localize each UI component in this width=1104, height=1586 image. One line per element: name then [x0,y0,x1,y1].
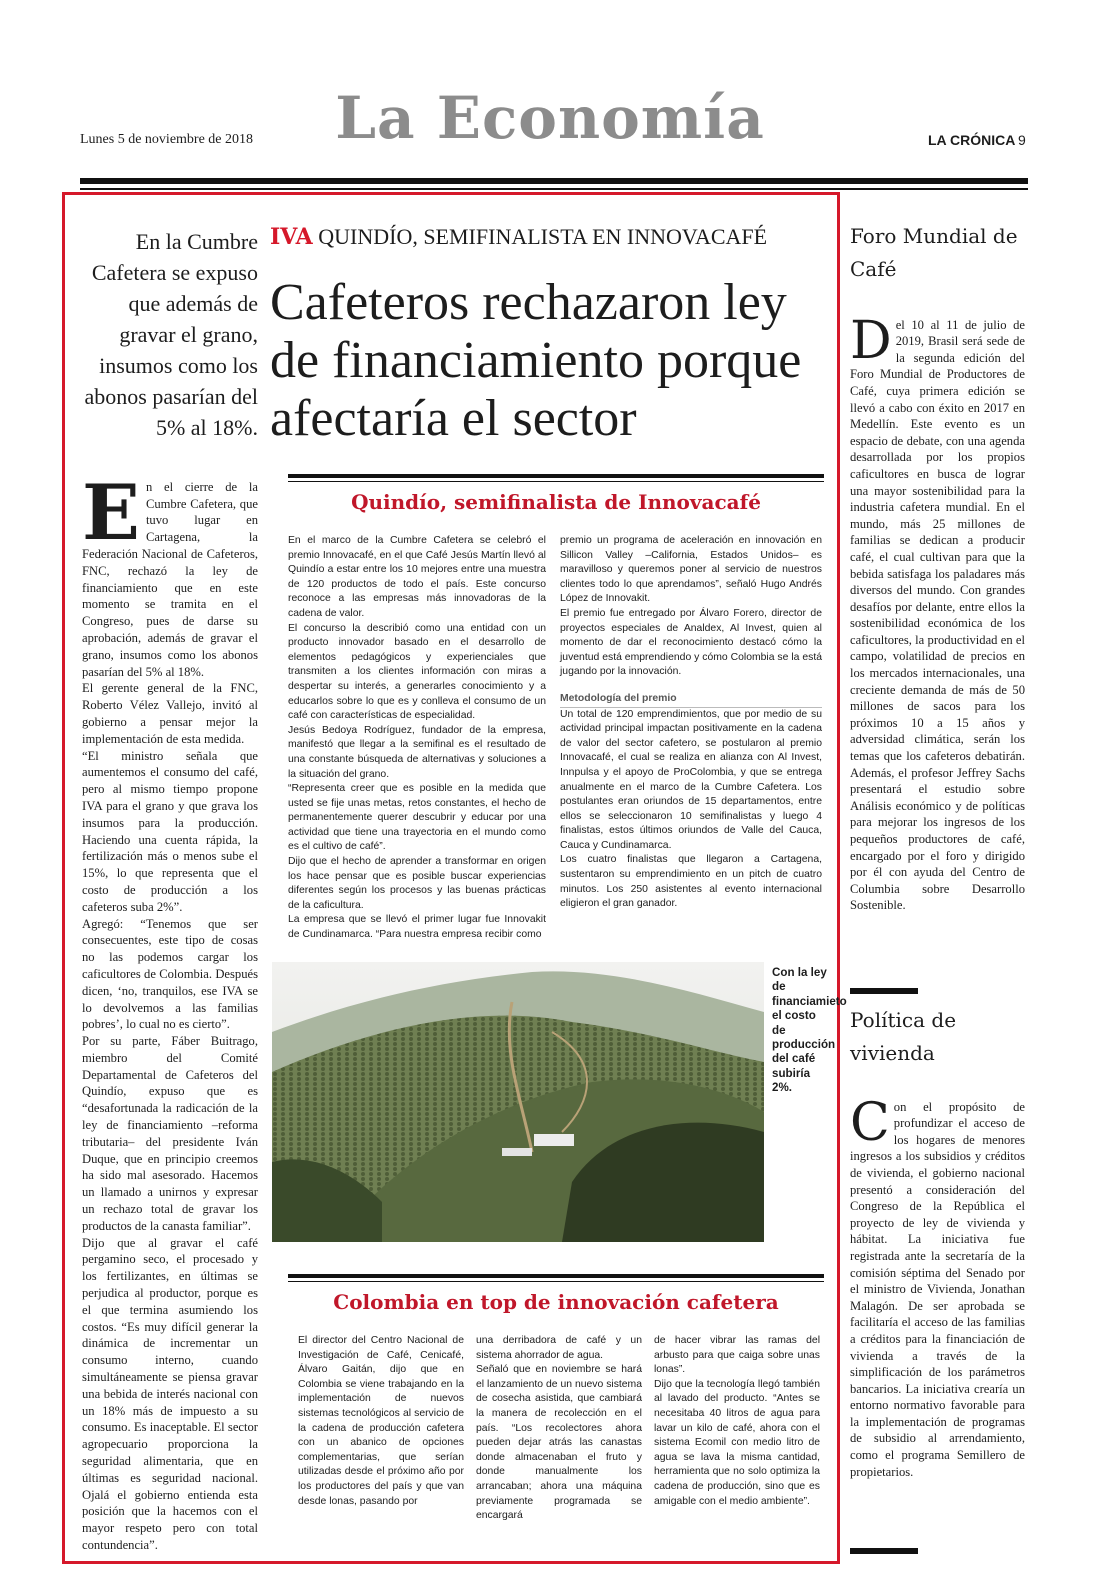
method-heading: Metodología del premio [560,692,822,708]
foro-body [850,300,1025,914]
vivienda-body [850,1082,1025,1480]
masthead-rule-thick [80,178,1028,184]
innovacafe-col1: En el marco de la Cumbre Cafetera se celebró el premio Innovacafé, en el que Café Jesús Martín llevó al Quindío a estar entre los 10 mejores entre una muestra de 120 productos de todo el país. Este concurso reconoce a las empresas más innovadoras de la cadena de valor. El concurso la describió como una entidad con un producto innovador basado en el desarrollo de elementos pedagógicos y experienciales que transmiten a los clientes información con miras a despertar su interés, a generarles conocimiento y a educarlos sobre lo que es y conlleva el consumo de un café con características de especialidad. Jesús Bedoya Rodríguez, fundador de la empresa, manifestó que llegar a la semifinal es el resultado de una constante búsqueda de alternativas y soluciones a la situación del grano. “Representa creer que es posible en la medida que usted se fije unas metas, retos constantes, el hecho de permanentemente querer descubrir y educar por una actividad que tiene una trayectoria en el mundo como es el cultivo de café”. Dijo que el hecho de aprender a transformar en origen los hace pensar que es posible buscar experiencias diferentes según los procesos y las buenas prácticas de la caficultura. La empresa que se llevó el primer lugar fue Innovakit de Cundinamarca. “Para nuestra empresa recibir como [288,535,546,941]
foro-dropcap: D [850,310,892,371]
main-article-body [82,462,258,1554]
masthead [0,0,1104,190]
coffee-farm-photo [272,962,764,1242]
kicker-text: QUINDÍO, SEMIFINALISTA EN INNOVACAFÉ [318,224,768,249]
foro-title: Foro Mundial de Café [850,224,1018,281]
subhead-rule-2b [288,1281,824,1282]
main-article-text: n el cierre de la Cumbre Cafetera, que tuvo lugar en Cartagena, la Federación Nacional de Cafeteros, FNC, rechazó la ley de financiamiento que en este momento se tramita en el Congreso, pues de darse su aprobación, además de gravar el grano, insumos como los abonos pasarían del 5% al 18%. El gerente general de la FNC, Roberto Vélez Vallejo, invitó al gobierno a pensar mejor la implementación de esta medida. “El ministro señala que aumentemos el consumo del café, pero al mismo tiempo propone IVA para el grano y que grava los insumos para la producción. Haciendo una cuenta rápida, la fertilización más o menos sube el 15%, lo que representa que el costo de producción a los cafeteros suba 2%”. Agregó: “Tenemos que ser consecuentes, este tipo de cosas no las podemos cargar los caficultores de Colombia. Después dicen, ‘no, tranquilos, ese IVA se lo devolvemos a las familias pobres’, lo cual no es cierto”. Por su parte, Fáber Buitrago, miembro del Comité Departamental de Cafeteros del Quindío, expuso que es “desafortunada la radicación de la ley de financiamiento –reforma tributaria– del presidente Iván Duque, que en principio creemos ha sido mal asesorado. Hacemos un llamado a unirnos y expresar un rechazo total de gravar los productos de la canasta familiar”. Dijo que al gravar el café pergamino seco, el procesado y los fertilizantes, en últimas se perjudica al productor, porque es el que termina asumiendo los costos. “Es muy difícil generar la dinámica de incrementar un consumo interno, cuando simultáneamente se piensa gravar una bebida de interés nacional con un 18% más de impuesto a su consumo. Es inaceptable. El sector agropecuario proporciona la seguridad alimentaria, que en últimas es seguridad nacional. Ojalá el gobierno entienda esta posición que la hacemos con el mayor respeto pero con total contundencia”. [82,479,258,1552]
sidebar-rule [850,988,918,994]
foro-text: el 10 al 11 de julio de 2019, Brasil será sede de la segunda edición del Foro Mundial de Productores de Café, cuya primera edición se llevó a cabo con éxito en 2017 en Medellín. Este evento es un espacio de debate, con una agenda desarrollada por los propios caficultores en busca de lograr una mayor sostenibilidad para la industria cafetera mundial. En el mundo, más 25 millones de familias se dedican a producir café, el cual cultivan para que la bebida satisfaga los paladares más diversos del mundo. Con grandes desafíos por delante, entre ellos la sostenibilidad económica de los caficultores, la productividad en el campo, volatilidad de precios en los mercados internacionales, una creciente demanda de más de 50 millones de sacos para los próximos 10 a 15 años y adversidad climática, serán los temas que los cafeteros debatirán. Además, el profesor Jeffrey Sachs presentará el estudio sobre Análisis económico y de políticas para mejorar los ingresos de los pequeños productores de café, encargado por el foro y dirigido por él con ayuda del Centro de Columbia sobre Desarrollo Sostenible. [850,317,1025,913]
sidebar-rule-bottom [850,1548,918,1554]
kicker [270,224,767,250]
subhead-rule-1 [288,474,824,478]
photo-caption: Con la ley de financiamieto el costo de producción del café subiría 2%. [772,966,847,1095]
innovacafe-col2-wrap [560,534,822,912]
coffee-farm-image [272,962,764,1242]
top-innovacion-col3: de hacer vibrar las ramas del arbusto para que caiga sobre unas lonas”. Dijo que la tecnología llegó también al lavado del producto. “Antes se necesitaba 40 litros de agua para lavar un kilo de café, ahora con el sistema Ecomil con medio litro de agua se lava la misma cantidad, herramienta que no solo optimiza la cadena de producción, sino que es amigable con el medio ambiente”. [654,1335,820,1507]
issue-date: Lunes 5 de noviembre de 2018 [80,132,254,147]
kicker-tag: IVA [270,224,313,250]
top-innovacion-col1: El director del Centro Nacional de Investigación de Café, Cenicafé, Álvaro Gaitán, dijo que en Colombia se viene trabajando en la implementación de nuevos sistemas tecnológicos al servicio de la cadena de producción cafetera con un abanico de opciones complementarias, que serían utilizadas desde el próximo año por los productores del país y que van desde lonas, pasando por [298,1335,464,1507]
vivienda-title: Política de vivienda [850,1008,957,1065]
subhead-rule-2 [288,1274,824,1278]
vivienda-dropcap: C [850,1092,890,1153]
top-innovacion-title: Colombia en top de innovación cafetera [333,1290,779,1314]
page-number: 9 [1018,132,1026,148]
vivienda-text: on el propósito de profundizar el acceso de los hogares de menores ingresos a los subsidios y créditos de vivienda, el gobierno nacional presentó a consideración del Congreso de la República el proyecto de ley de vivienda y hábitat. La iniciativa fue registrada ante la secretaría de la comisión séptima del Senado por el ministro de Vivienda, Jonathan Malagón. De ser aprobada se facilitaría el acceso de las familias a créditos para la financiación de vivienda a través de la simplificación de los parámetros bancarios. La iniciativa crearía un entorno normativo favorable para la implementación de programas de subsidio al arrendamiento, como el programa Semillero de propietarios. [850,1099,1025,1479]
pull-quote: En la Cumbre Cafetera se expuso que además de gravar el grano, insumos como los abonos pasarían del 5% al 18%. [84,229,258,440]
innovacafe-col2: premio un programa de aceleración en innovación en Sillicon Valley –California, Estados Unidos– es maravilloso y queremos poner al servicio de nuestros clientes todo lo que aprendamos”, señaló Hugo Andrés López de Innovakit. El premio fue entregado por Álvaro Forero, director de proyectos especiales de Analdex, Al Invest, quien al momento de dar el reconocimiento destacó cómo la juventud está emprendiendo y cómo Colombia se la está jugando por la innovación. [560,535,822,678]
section-title: La Economía [335,84,765,152]
masthead-rule-thin [80,188,1028,190]
innovacafe-title: Quindío, semifinalista de Innovacafé [351,490,761,514]
innovacafe-col2b: Un total de 120 emprendimientos, que por medio de su actividad principal impactan positivamente en la cadena de valor del sector cafetero, se postularon al premio Innovacafé, el cual se realiza en alianza con Al Invest, Innpulsa y el apoyo de ProColombia, y que se entrega anualmente en el marco de la Cumbre Cafetera. Los postulantes eran oriundos de 15 departamentos, entre ellos se seleccionaron 10 semifinalistas y luego 4 finalistas, estos últimos oriundos de Valle del Cauca, Cauca y Cundinamarca. Los cuatro finalistas que llegaron a Cartagena, sustentaron su emprendimiento en un pitch de cuatro minutos. Los 250 asistentes al evento internacional eligieron el gran ganador. [560,708,822,910]
subhead-rule-1b [288,481,824,482]
top-innovacion-col2: una derribadora de café y un sistema ahorrador de agua. Señaló que en noviembre se hará el lanzamiento de un nuevo sistema de cosecha asistida, que cambiará la manera de recolección en el país. “Los recolectores ahora pueden dejar atrás las canastas donde almacenaban el fruto y donde manualmente los arrancaban; ahora una máquina previamente programada se encargará [476,1335,642,1522]
headline: Cafeteros rechazaron ley de financiamiento porque afectaría el sector [270,274,802,447]
newspaper-name: LA CRÓNICA [928,132,1016,148]
dropcap: E [82,467,140,557]
